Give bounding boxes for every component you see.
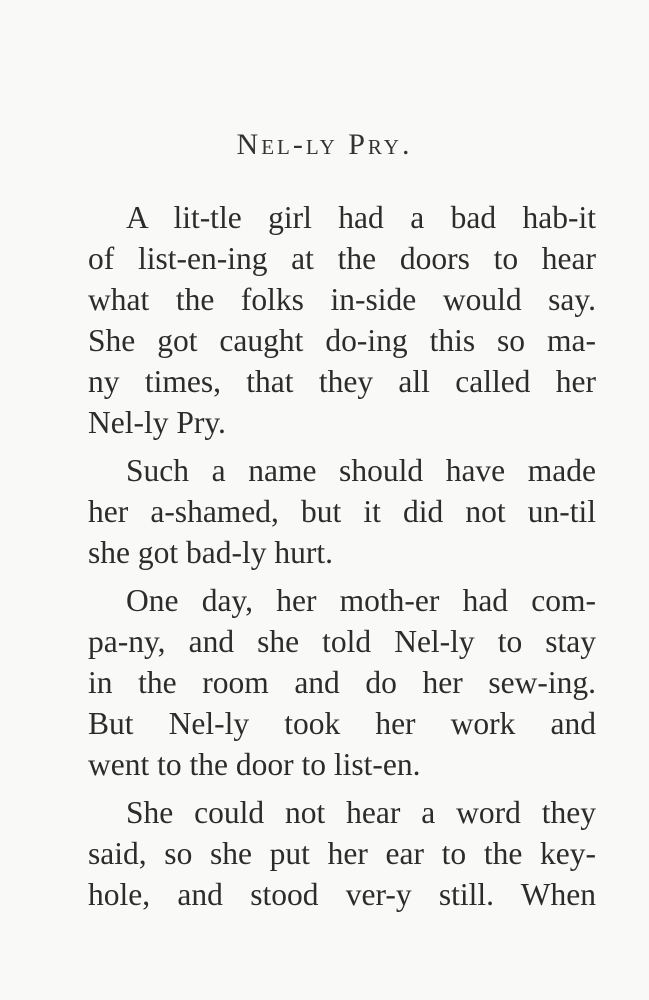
text-line: hole, and stood ver-y still. When bbox=[88, 877, 596, 912]
text-line: her a-shamed, but it did not un-til bbox=[88, 494, 596, 529]
text-line: A lit-tle girl had a bad hab-it bbox=[126, 200, 596, 235]
text-line: One day, her moth-er had com- bbox=[126, 583, 596, 618]
text-line: said, so she put her ear to the key- bbox=[88, 836, 596, 871]
text-line: what the folks in-side would say. bbox=[88, 282, 596, 317]
text-line: ny times, that they all called her bbox=[88, 364, 596, 399]
text-line: Nel-ly Pry. bbox=[88, 405, 226, 440]
text-line: in the room and do her sew-ing. bbox=[88, 665, 596, 700]
text-line: pa-ny, and she told Nel-ly to stay bbox=[88, 624, 596, 659]
text-line: went to the door to list-en. bbox=[88, 747, 421, 782]
text-line: She got caught do-ing this so ma- bbox=[88, 323, 596, 358]
text-line: of list-en-ing at the doors to hear bbox=[88, 241, 596, 276]
text-line: Such a name should have made bbox=[126, 453, 596, 488]
text-line: But Nel-ly took her work and bbox=[88, 706, 596, 741]
text-line: she got bad-ly hurt. bbox=[88, 535, 333, 570]
page-title: Nel-ly Pry. bbox=[236, 128, 413, 161]
text-line: She could not hear a word they bbox=[126, 795, 596, 830]
